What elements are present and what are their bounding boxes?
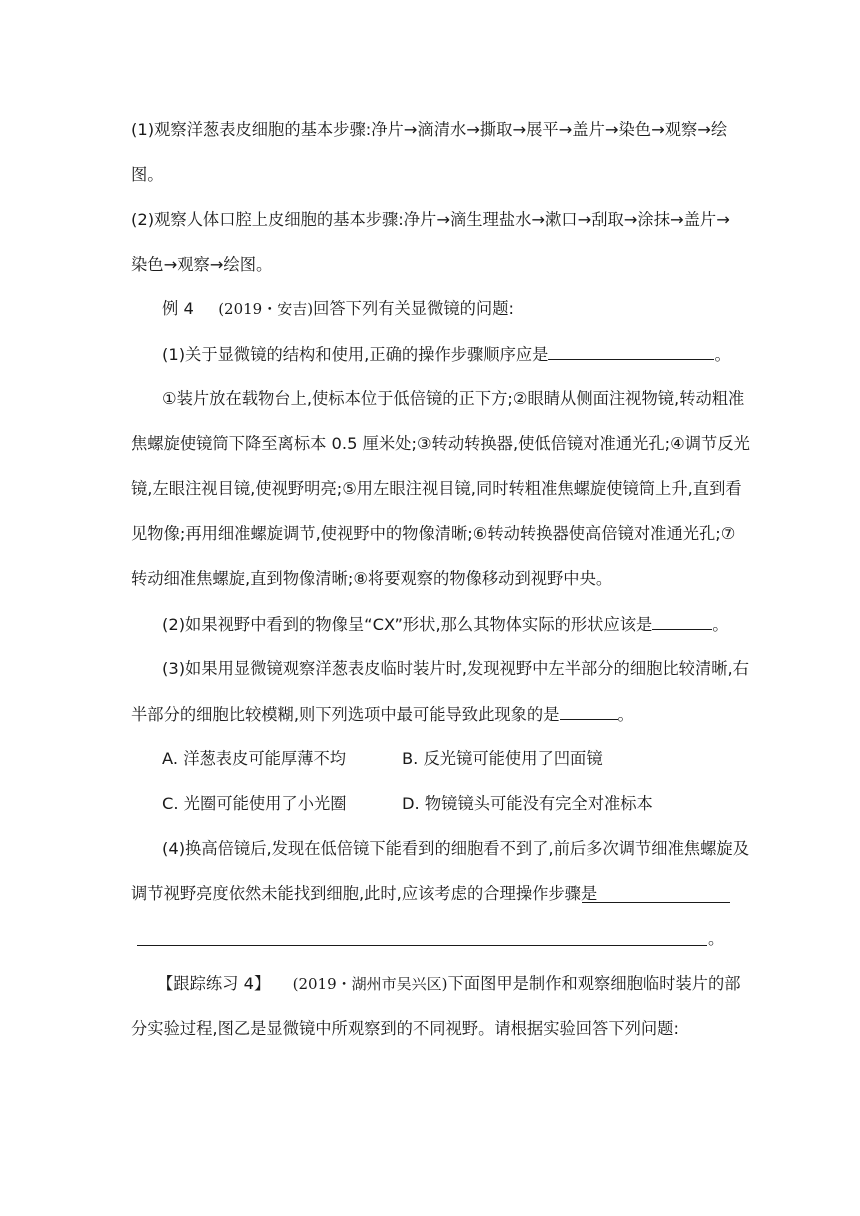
- answer-blank-q4-part1[interactable]: [582, 902, 730, 903]
- steps-line-5: 转动细准焦螺旋,直到物像清晰;⑧将要观察的物像移动到视野中央。: [131, 569, 613, 588]
- example-source: (2019・安吉): [218, 300, 314, 318]
- steps-line-2: 焦螺旋使镜筒下降至离标本 0.5 厘米处;③转动转换器,使低倍镜对准通光孔;④调节反光: [131, 434, 750, 453]
- practice-source: (2019・湖州市吴兴区): [292, 975, 448, 993]
- paragraph-cheek-steps-line1: (2)观察人体口腔上皮细胞的基本步骤:净片→滴生理盐水→漱口→刮取→涂抹→盖片→: [131, 210, 730, 229]
- steps-line-1: ①装片放在载物台上,使标本位于低倍镜的正下方;②眼睛从侧面注视物镜,转动粗准: [162, 389, 745, 408]
- steps-line-3: 镜,左眼注视目镜,使视野明亮;⑤用左眼注视目镜,同时转粗准焦螺旋使镜筒上升,直到看: [131, 479, 742, 498]
- practice-label: 【跟踪练习 4】: [157, 974, 271, 993]
- answer-blank-q1[interactable]: [548, 343, 714, 360]
- paragraph-cheek-steps-line2: 染色→观察→绘图。: [131, 255, 273, 274]
- steps-line-4: 见物像;再用细准螺旋调节,使视野中的物像清晰;⑥转动转换器使高倍镜对准通光孔;⑦: [131, 524, 736, 543]
- example-label: 例 4: [162, 299, 194, 318]
- paragraph-onion-steps-line2: 图。: [131, 165, 164, 184]
- question-2: (2)如果视野中看到的物像呈“CX”形状,那么其物体实际的形状应该是 。: [162, 615, 729, 634]
- question-3-line1: (3)如果用显微镜观察洋葱表皮临时装片时,发现视野中左半部分的细胞比较清晰,右: [162, 659, 749, 678]
- answer-blank-q3[interactable]: [560, 703, 618, 720]
- question-4-line2: 调节视野亮度依然未能找到细胞,此时,应该考虑的合理操作步骤是: [131, 884, 598, 903]
- question-3-line2: 半部分的细胞比较模糊,则下列选项中最可能导致此现象的是 。: [131, 705, 634, 724]
- example-header: [162, 298, 514, 320]
- practice-line2: 分实验过程,图乙是显微镜中所观察到的不同视野。请根据实验回答下列问题:: [131, 1019, 679, 1038]
- question-4-end-mark: 。: [708, 929, 725, 948]
- example-title: 回答下列有关显微镜的问题:: [313, 299, 514, 318]
- option-d: D. 物镜镜头可能没有完全对准标本: [402, 794, 653, 813]
- paragraph-onion-steps-line1: (1)观察洋葱表皮细胞的基本步骤:净片→滴清水→撕取→展平→盖片→染色→观察→绘: [131, 120, 728, 139]
- option-a: A. 洋葱表皮可能厚薄不均: [162, 749, 347, 768]
- question-1: (1)关于显微镜的结构和使用,正确的操作步骤顺序应是 。: [162, 345, 731, 364]
- practice-header: 【跟踪练习 4】 (2019・湖州市吴兴区)下面图甲是制作和观察细胞临时装片的部: [157, 974, 741, 993]
- answer-blank-q4-part2[interactable]: [137, 945, 707, 946]
- option-c: C. 光圈可能使用了小光圈: [162, 794, 347, 813]
- answer-blank-q2[interactable]: [652, 613, 712, 630]
- question-4-line1: (4)换高倍镜后,发现在低倍镜下能看到的细胞看不到了,前后多次调节细准焦螺旋及: [162, 839, 749, 858]
- option-b: B. 反光镜可能使用了凹面镜: [402, 749, 603, 768]
